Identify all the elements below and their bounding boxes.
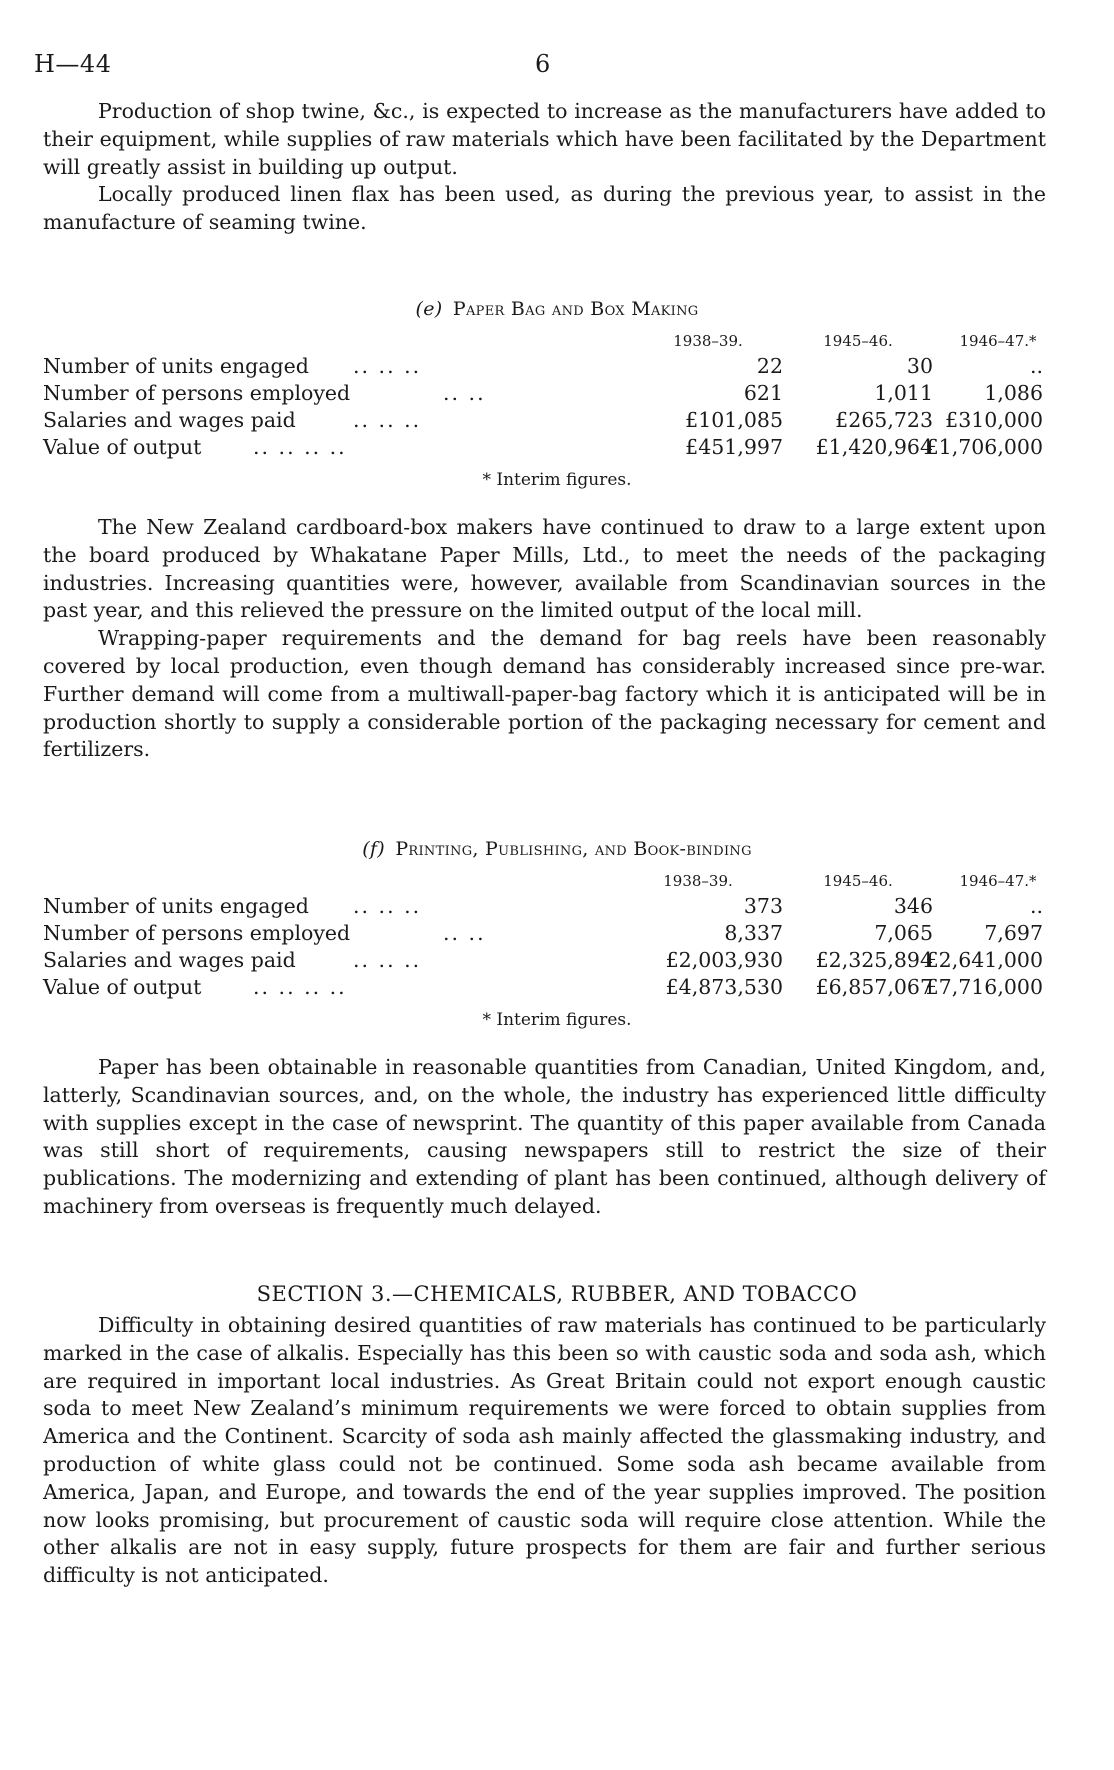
table-e-footnote: * Interim figures.	[482, 470, 632, 490]
table-e-label: (e)	[415, 298, 443, 320]
cell-value: 1,011	[874, 381, 933, 405]
leader-dots: .. .. ..	[353, 354, 422, 378]
section3-text	[43, 1312, 1046, 1590]
table-f-title	[0, 838, 1114, 860]
row-label: Number of persons employed	[43, 381, 351, 405]
table-f	[43, 872, 1046, 1002]
cell-value: £4,873,530	[665, 975, 783, 999]
column-header: 1945–46.	[823, 332, 893, 350]
leader-dots: .. ..	[443, 921, 486, 945]
paragraph: Locally produced linen flax has been used, as during the previous year, to assist in the manufacture of seaming twine.	[43, 182, 1046, 235]
cell-value: £1,706,000	[925, 435, 1043, 459]
cell-value: ..	[1029, 354, 1043, 378]
column-header: 1946–47.*	[959, 332, 1037, 350]
table-row	[43, 975, 1046, 1002]
row-label: Value of output	[43, 975, 202, 999]
cell-value: £265,723	[835, 408, 933, 432]
table-row	[43, 948, 1046, 975]
table-row	[43, 435, 1046, 462]
cell-value: £101,085	[685, 408, 783, 432]
cell-value: £1,420,964	[815, 435, 933, 459]
paper-text	[43, 514, 1046, 764]
paragraph: The New Zealand cardboard-box makers have continued to draw to a large extent upon the board produced by Whakatane Paper Mills, Ltd., to meet the needs of the packaging industries. Increasing quantities were, however, available from Scandinavian sources in the past year, and this relieved the pressure on the limited output of the local mill.	[43, 515, 1046, 623]
table-f-label: (f)	[362, 838, 385, 860]
cell-value: 1,086	[984, 381, 1043, 405]
cell-value: 373	[743, 894, 783, 918]
cell-value: ..	[1029, 894, 1043, 918]
cell-value: 7,065	[874, 921, 933, 945]
leader-dots: .. ..	[443, 381, 486, 405]
table-row	[43, 354, 1046, 381]
table-row	[43, 408, 1046, 435]
paragraph: Paper has been obtainable in reasonable quantities from Canadian, United Kingdom, and, latterly, Scandinavian sources, and, on the whole, the industry has experienced little difficulty with supplies except in the case of newsprint. The quantity of this paper available from Canada was still short of requirements, causing newspapers still to restrict the size of their publications. The modernizing and extending of plant has been continued, although delivery of machinery from overseas is frequently much delayed.	[43, 1055, 1046, 1218]
paragraph: Wrapping-paper requirements and the demand for bag reels have been reasonably covered by local production, even though demand has considerably increased since pre-war. Further demand will come from a multiwall-paper-bag factory which it is anticipated will be in production shortly to supply a considerable portion of the packaging necessary for cement and fertilizers.	[43, 626, 1046, 762]
table-e-heading: Paper Bag and Box Making	[452, 298, 699, 320]
page-number: 6	[535, 50, 551, 78]
column-header: 1946–47.*	[959, 872, 1037, 890]
cell-value: £2,641,000	[925, 948, 1043, 972]
leader-dots: .. .. ..	[353, 894, 422, 918]
cell-value: 22	[756, 354, 783, 378]
table-row	[43, 381, 1046, 408]
row-label: Salaries and wages paid	[43, 948, 296, 972]
column-header: 1945–46.	[823, 872, 893, 890]
intro-text	[43, 98, 1046, 237]
section-heading: SECTION 3.—CHEMICALS, RUBBER, AND TOBACCO	[256, 1282, 858, 1306]
row-label: Number of persons employed	[43, 921, 351, 945]
column-header: 1938–39.	[663, 872, 733, 890]
table-e	[43, 332, 1046, 462]
leader-dots: .. .. ..	[353, 948, 422, 972]
table-f-footnote: * Interim figures.	[482, 1010, 632, 1030]
table-row	[43, 921, 1046, 948]
leader-dots: .. .. .. ..	[253, 435, 347, 459]
cell-value: 8,337	[724, 921, 783, 945]
leader-dots: .. .. .. ..	[253, 975, 347, 999]
row-label: Number of units engaged	[43, 354, 309, 378]
column-header: 1938–39.	[673, 332, 743, 350]
cell-value: £6,857,067	[815, 975, 933, 999]
cell-value: 621	[743, 381, 783, 405]
paragraph: Difficulty in obtaining desired quantities of raw materials has continued to be particularly marked in the case of alkalis. Especially has this been so with caustic soda and soda ash, which are required in important local industries. As Great Britain could not export enough caustic soda to meet New Zealand’s minimum requirements we were forced to obtain supplies from America and the Continent. Scarcity of soda ash mainly affected the glassmaking industry, and production of white glass could not be continued. Some soda ash became available from America, Japan, and Europe, and towards the end of the year supplies improved. The position now looks promising, but procurement of caustic soda will require close attention. While the other alkalis are not in easy supply, future prospects for them are fair and further serious difficulty is not anticipated.	[43, 1313, 1046, 1588]
row-label: Number of units engaged	[43, 894, 309, 918]
cell-value: £7,716,000	[925, 975, 1043, 999]
cell-value: 7,697	[984, 921, 1043, 945]
paragraph: Production of shop twine, &c., is expected to increase as the manufacturers have added to their equipment, while supplies of raw materials which have been facilitated by the Department will greatly assist in building up output.	[43, 99, 1046, 179]
leader-dots: .. .. ..	[353, 408, 422, 432]
cell-value: £310,000	[945, 408, 1043, 432]
table-row	[43, 894, 1046, 921]
table-e-title	[0, 298, 1114, 320]
printing-text	[43, 1054, 1046, 1221]
document-reference: H—44	[34, 50, 112, 78]
row-label: Value of output	[43, 435, 202, 459]
cell-value: £2,003,930	[665, 948, 783, 972]
cell-value: £2,325,894	[815, 948, 933, 972]
table-f-heading: Printing, Publishing, and Book-binding	[395, 838, 752, 860]
row-label: Salaries and wages paid	[43, 408, 296, 432]
cell-value: 30	[906, 354, 933, 378]
cell-value: 346	[893, 894, 933, 918]
cell-value: £451,997	[685, 435, 783, 459]
